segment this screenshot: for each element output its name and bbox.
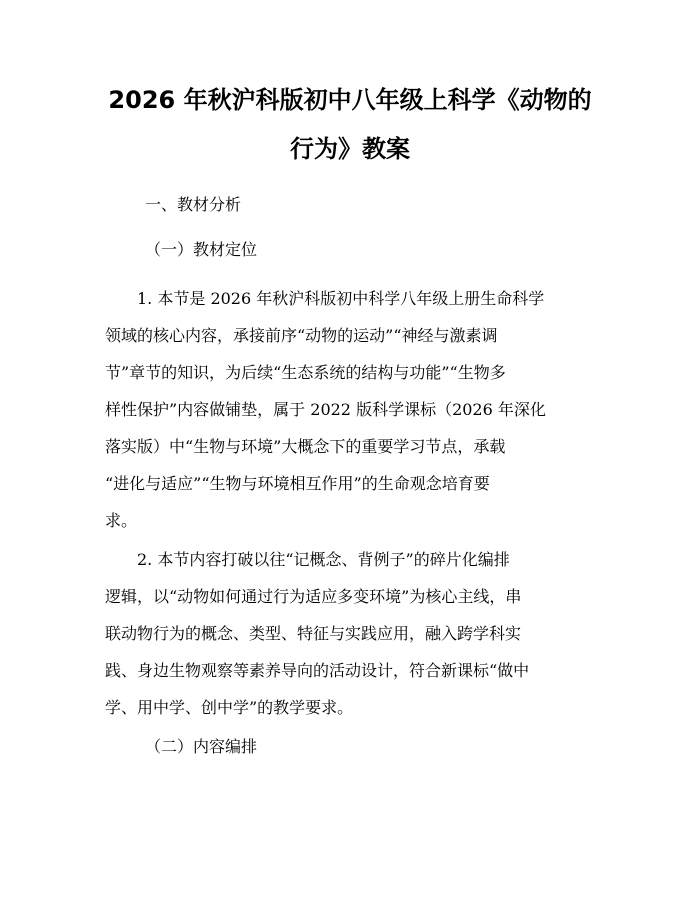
paragraph-line: 样性保护”内容做铺垫，属于 2022 版科学课标（2026 年深化: [105, 400, 546, 419]
paragraph-line: 落实版）中“生物与环境”大概念下的重要学习节点，承载: [105, 437, 506, 456]
subsection-heading-positioning: （一）教材定位: [145, 240, 258, 259]
paragraph-line: 节”章节的知识，为后续“生态系统的结构与功能”“生物多: [105, 363, 506, 382]
subsection-heading-content-arrangement: （二）内容编排: [145, 737, 258, 756]
paragraph-line: “进化与适应”“生物与环境相互作用”的生命观念培育要: [105, 474, 490, 493]
paragraph-line: 逻辑，以“动物如何通过行为适应多变环境”为核心主线，串: [105, 587, 522, 606]
paragraph-line: 2. 本节内容打破以往“记概念、背例子”的碎片化编排: [105, 550, 510, 569]
document-title-line-1: 2026 年秋沪科版初中八年级上科学《动物的: [108, 86, 592, 114]
section-heading-textbook-analysis: 一、教材分析: [145, 195, 242, 214]
paragraph-line: 联动物行为的概念、类型、特征与实践应用，融入跨学科实: [105, 624, 522, 643]
paragraph-line: 1. 本节是 2026 年秋沪科版初中科学八年级上册生命科学: [105, 289, 545, 308]
paragraph-line: 求。: [105, 511, 138, 530]
document-title-line-2: 行为》教案: [290, 135, 410, 163]
paragraph-line: 领域的核心内容，承接前序“动物的运动”“神经与激素调: [105, 326, 498, 345]
paragraph-line: 践、身边生物观察等素养导向的活动设计，符合新课标“做中: [105, 661, 530, 680]
paragraph-line: 学、用中学、创中学”的教学要求。: [105, 698, 354, 717]
